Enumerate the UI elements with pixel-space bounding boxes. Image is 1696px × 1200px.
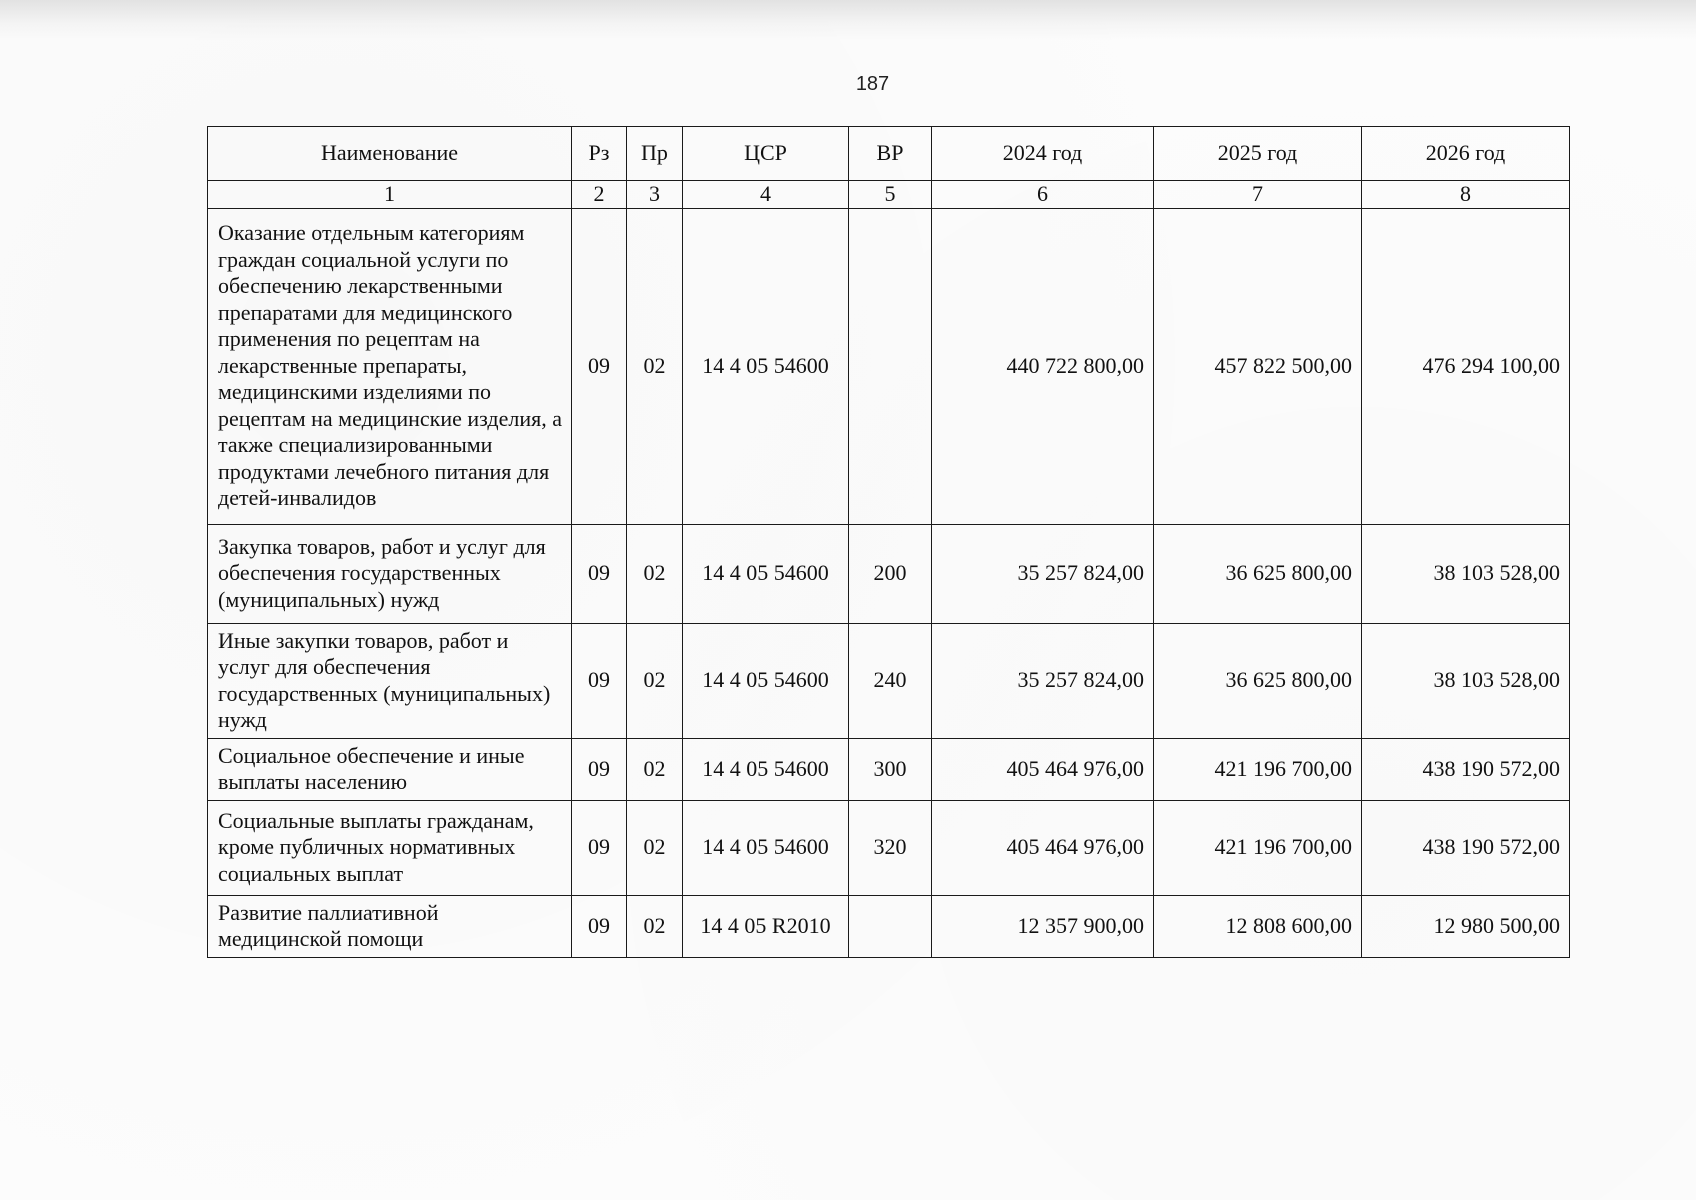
row-2024: 12 357 900,00 — [932, 895, 1154, 957]
row-vr — [849, 895, 932, 957]
column-number: 5 — [849, 181, 932, 209]
row-pr: 02 — [627, 623, 683, 738]
row-2026: 476 294 100,00 — [1362, 208, 1570, 524]
row-2025: 457 822 500,00 — [1154, 208, 1362, 524]
row-2024: 440 722 800,00 — [932, 208, 1154, 524]
row-csr: 14 4 05 54600 — [683, 208, 849, 524]
column-number: 6 — [932, 181, 1154, 209]
column-number: 1 — [208, 181, 572, 209]
row-rz: 09 — [572, 623, 627, 738]
row-pr: 02 — [627, 800, 683, 895]
column-number-row — [208, 181, 1570, 209]
row-name: Социальные выплаты гражданам, кроме публичных нормативных социальных выплат — [208, 800, 572, 895]
row-vr — [849, 208, 932, 524]
row-2026: 38 103 528,00 — [1362, 623, 1570, 738]
row-name: Иные закупки товаров, работ и услуг для обеспечения государственных (муниципальных) нужд — [208, 623, 572, 738]
column-number: 8 — [1362, 181, 1570, 209]
row-2024: 35 257 824,00 — [932, 623, 1154, 738]
table-row — [208, 738, 1570, 800]
column-number: 3 — [627, 181, 683, 209]
header-row — [208, 127, 1570, 181]
header-pr: Пр — [627, 127, 683, 181]
row-csr: 14 4 05 54600 — [683, 524, 849, 623]
page-number: 187 — [855, 73, 890, 95]
row-name: Оказание отдельным категориям граждан социальной услуги по обеспечению лекарственными препаратами для медицинского применения по рецептам на лекарственные препараты, медицинскими изделиями по рецептам на медицинские изделия, а также специализированными продуктами лечебного питания для детей-инвалидов — [208, 208, 572, 524]
row-2025: 421 196 700,00 — [1154, 800, 1362, 895]
row-2024: 405 464 976,00 — [932, 738, 1154, 800]
row-2024: 35 257 824,00 — [932, 524, 1154, 623]
column-number: 7 — [1154, 181, 1362, 209]
column-number: 4 — [683, 181, 849, 209]
row-pr: 02 — [627, 208, 683, 524]
row-csr: 14 4 05 54600 — [683, 800, 849, 895]
row-csr: 14 4 05 54600 — [683, 738, 849, 800]
row-pr: 02 — [627, 738, 683, 800]
row-vr: 200 — [849, 524, 932, 623]
row-2026: 438 190 572,00 — [1362, 738, 1570, 800]
header-vr: ВР — [849, 127, 932, 181]
header-2025: 2025 год — [1154, 127, 1362, 181]
header-2024: 2024 год — [932, 127, 1154, 181]
table-row — [208, 895, 1570, 957]
row-2026: 38 103 528,00 — [1362, 524, 1570, 623]
row-rz: 09 — [572, 895, 627, 957]
row-pr: 02 — [627, 895, 683, 957]
row-2025: 36 625 800,00 — [1154, 524, 1362, 623]
header-2026: 2026 год — [1362, 127, 1570, 181]
row-2025: 12 808 600,00 — [1154, 895, 1362, 957]
header-name: Наименование — [208, 127, 572, 181]
row-name: Развитие паллиативной медицинской помощи — [208, 895, 572, 957]
row-rz: 09 — [572, 208, 627, 524]
row-vr: 240 — [849, 623, 932, 738]
row-csr: 14 4 05 R2010 — [683, 895, 849, 957]
header-csr: ЦСР — [683, 127, 849, 181]
row-rz: 09 — [572, 800, 627, 895]
table-row — [208, 800, 1570, 895]
header-rz: Рз — [572, 127, 627, 181]
row-pr: 02 — [627, 524, 683, 623]
row-2024: 405 464 976,00 — [932, 800, 1154, 895]
table-row — [208, 524, 1570, 623]
row-2025: 421 196 700,00 — [1154, 738, 1362, 800]
row-vr: 300 — [849, 738, 932, 800]
row-rz: 09 — [572, 524, 627, 623]
table-row — [208, 208, 1570, 524]
scan-edge — [0, 0, 1696, 40]
column-number: 2 — [572, 181, 627, 209]
row-2026: 12 980 500,00 — [1362, 895, 1570, 957]
row-2025: 36 625 800,00 — [1154, 623, 1362, 738]
row-name: Социальное обеспечение и иные выплаты населению — [208, 738, 572, 800]
budget-table — [207, 126, 1570, 958]
row-name: Закупка товаров, работ и услуг для обеспечения государственных (муниципальных) нужд — [208, 524, 572, 623]
row-2026: 438 190 572,00 — [1362, 800, 1570, 895]
row-csr: 14 4 05 54600 — [683, 623, 849, 738]
table-row — [208, 623, 1570, 738]
row-rz: 09 — [572, 738, 627, 800]
row-vr: 320 — [849, 800, 932, 895]
